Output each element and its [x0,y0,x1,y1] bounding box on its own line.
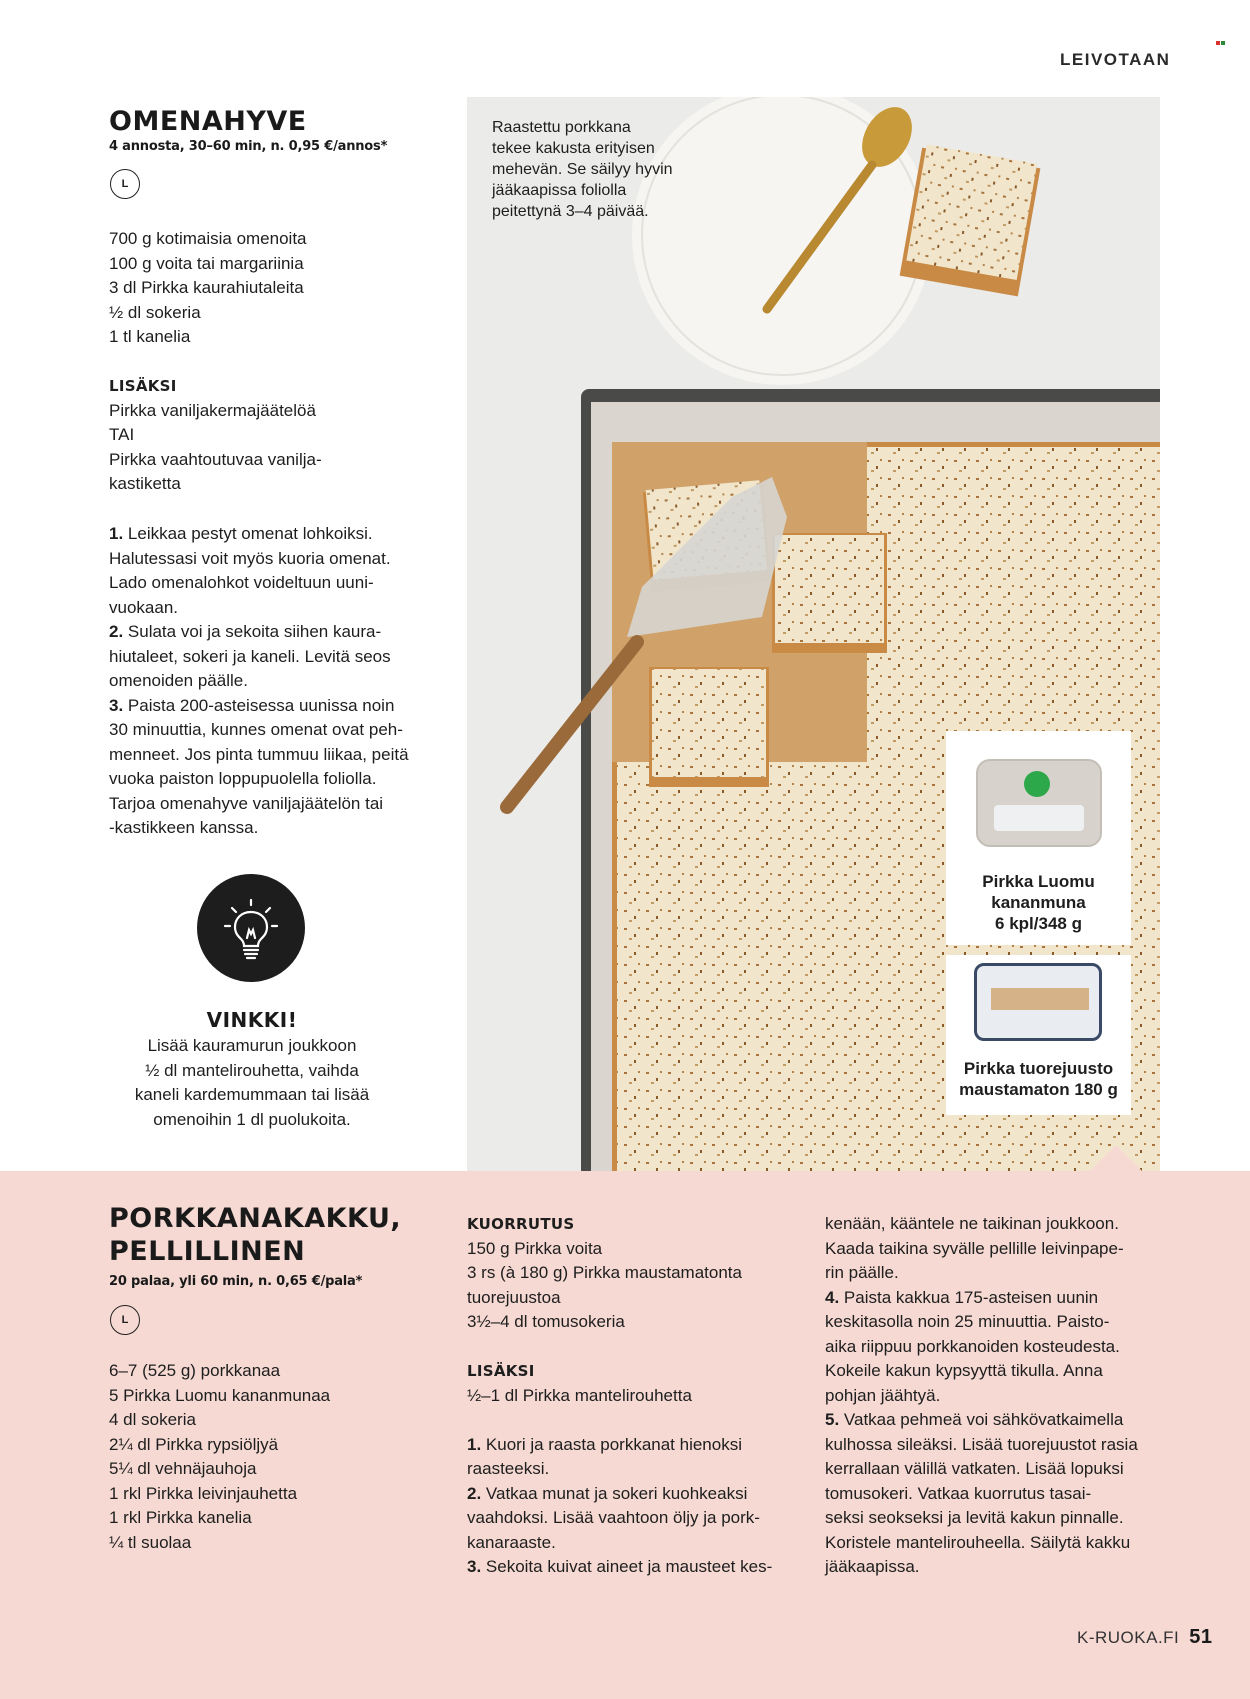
step-line: 2. Vatkaa munat ja sokeri kuohkeaksi [467,1483,748,1503]
step-line: -kastikkeen kanssa. [109,818,259,837]
heart-logo-icon [1024,771,1050,797]
frosting-item: 3½–4 dl tomusokeria [467,1312,625,1331]
step-line: jääkaapissa. [825,1557,920,1576]
step-line: 5. Vatkaa pehmeä voi sähkövatkaimella [825,1410,1124,1429]
product-eggs [946,731,1131,945]
step-line: hiutaleet, sokeri ja kaneli. Levitä seos [109,646,391,666]
step-line: rin päälle. [825,1263,899,1282]
page-footer [1077,1626,1213,1649]
ingredient: ½ dl sokeria [109,302,201,322]
instruction-steps [109,522,409,841]
ingredient: 4 dl sokeria [109,1410,196,1429]
extra-item: TAI [109,425,135,444]
product-name [946,871,1131,934]
ingredient-list [109,227,307,350]
step-line: omenoiden päälle. [109,671,248,690]
ingredient: 700 g kotimaisia omenoita [109,229,307,248]
product-name-line: kananmuna [991,893,1086,912]
tip-title: VINKKI! [206,1008,298,1032]
extra-heading: LISÄKSI [467,1362,535,1380]
product-name [946,1058,1131,1100]
caption-line: mehevän. Se säilyy hyvin [492,161,673,178]
step-line: 1. Leikkaa pestyt omenat lohkoiksi. [109,524,373,543]
egg-carton-image [976,759,1102,847]
step-line: kanaraaste. [467,1532,556,1552]
step-line: 1. Kuori ja raasta porkkanat hienoksi [467,1434,742,1454]
ingredient: 6–7 (525 g) porkkanaa [109,1361,281,1380]
step-line: 30 minuuttia, kunnes omenat ovat peh- [109,720,403,739]
title-line: PORKKANAKAKKU, [109,1203,402,1234]
ingredient-list [109,1359,330,1555]
extra-item: Pirkka vaahtoutuvaa vanilja- [109,449,322,469]
step-line: Halutessasi voit myös kuoria omenat. [109,548,391,568]
recipe-meta: 20 palaa, yli 60 min, n. 0,65 €/pala* [109,1274,363,1289]
step-line: vuoka paiston loppupuolella foliolla. [109,769,377,788]
caption-line: Raastettu porkkana [492,119,631,136]
lightbulb-icon [197,874,305,982]
recipe-title: OMENAHYVE [109,106,307,137]
recipe-column-2 [467,1212,772,1580]
caption-line: tekee kakusta erityisen [492,140,655,157]
step-line: Kokeile kakun kypsyyttä tikulla. Anna [825,1361,1103,1380]
extra-item: kastiketta [109,474,181,493]
step-line: menneet. Jos pinta tummuu liikaa, peitä [109,744,409,764]
site-link[interactable]: K-RUOKA.FI [1077,1628,1180,1647]
step-line: 3. Sekoita kuivat aineet ja mausteet kes- [467,1557,773,1576]
tip-line: ½ dl mantelirouhetta, vaihda [145,1060,359,1080]
frosting-item: 150 g Pirkka voita [467,1238,603,1258]
ingredient: 1 tl kanelia [109,327,191,346]
product-name-line: 6 kpl/348 g [995,914,1082,933]
step-line: Kaada taikina syvälle pellille leivinpape- [825,1238,1124,1258]
step-line: kerrallaan välillä vatkaten. Lisää lopuksi [825,1459,1124,1478]
step-line: kulhossa sileäksi. Lisää tuorejuustot rasia [825,1434,1138,1454]
cream-cheese-tub-image [974,963,1102,1041]
step-line: kenään, kääntele ne taikinan joukkoon. [825,1214,1119,1233]
extra-item: ½–1 dl Pirkka mantelirouhetta [467,1385,692,1405]
step-line: Tarjoa omenahyve vaniljajäätelön tai [109,793,384,813]
photo-caption [492,117,673,222]
tip-line: kaneli kardemummaan tai lisää [134,1085,370,1104]
extra-item: Pirkka vaniljakermajäätelöä [109,400,316,420]
recipe-column-3 [825,1212,1138,1580]
step-line: keskitasolla noin 25 minuuttia. Paisto- [825,1312,1110,1331]
step-line: seksi seokseksi ja levitä kakun pinnalle. [825,1508,1124,1527]
step-line: pohjan jäähtyä. [825,1385,941,1405]
step-line: tomusokeri. Vatkaa kuorrutus tasai- [825,1483,1092,1503]
ingredient: 2¼ dl Pirkka rypsiöljyä [109,1434,279,1454]
tip-line: Lisää kauramurun joukkoon [147,1036,357,1055]
step-line: vuokaan. [109,597,178,617]
frosting-item: tuorejuustoa [467,1287,561,1307]
lactose-free-badge: L [110,1305,140,1335]
tip-line: omenoihin 1 dl puolukoita. [153,1109,351,1129]
ingredient: 5¼ dl vehnäjauhoja [109,1459,257,1478]
ingredient: 1 rkl Pirkka leivinjauhetta [109,1483,298,1503]
title-line: PELLILLINEN [109,1236,306,1267]
recipe-meta: 4 annosta, 30–60 min, n. 0,95 €/annos* [109,139,388,154]
frosting-heading: KUORRUTUS [467,1215,575,1233]
step-line: 2. Sulata voi ja sekoita siihen kaura- [109,622,382,641]
step-line: 3. Paista 200-asteisessa uunissa noin [109,695,395,715]
ingredient: 3 dl Pirkka kaurahiutaleita [109,278,304,297]
step-line: Lado omenalohkot voideltuun uuni- [109,573,374,592]
spacer [467,1335,772,1360]
product-cream-cheese [946,955,1131,1115]
product-name-line: maustamaton 180 g [959,1080,1118,1099]
ingredient: 1 rkl Pirkka kanelia [109,1508,252,1527]
extra-list [109,374,322,497]
step-line: aika riippuu porkkanoiden kosteudesta. [825,1336,1120,1356]
page-number: 51 [1189,1626,1213,1648]
frosting-item: 3 rs (à 180 g) Pirkka maustamatonta [467,1263,742,1282]
ingredient: 100 g voita tai margariinia [109,253,304,273]
step-line: Koristele mantelirouheella. Säilytä kakku [825,1532,1131,1552]
step-line: vaahdoksi. Lisää vaahtoon öljy ja pork- [467,1508,760,1527]
tip-text [0,1034,504,1132]
step-line: 4. Paista kakkua 175-asteisen uunin [825,1287,1099,1307]
lactose-free-badge: L [110,169,140,199]
corner-mark [1216,32,1226,40]
caption-line: jääkaapissa foliolla [492,182,627,199]
ingredient: ¼ tl suolaa [109,1532,192,1552]
extra-heading: LISÄKSI [109,377,177,395]
recipe-title [109,1202,401,1268]
product-name-line: Pirkka tuorejuusto [963,1059,1114,1078]
section-label: LEIVOTAAN [1060,50,1171,69]
product-name-line: Pirkka Luomu [982,872,1095,891]
ingredient: 5 Pirkka Luomu kananmunaa [109,1385,331,1405]
spacer [467,1408,772,1433]
caption-line: peitettynä 3–4 päivää. [492,203,649,220]
panel-notch [1089,1145,1143,1172]
step-line: raasteeksi. [467,1459,550,1478]
